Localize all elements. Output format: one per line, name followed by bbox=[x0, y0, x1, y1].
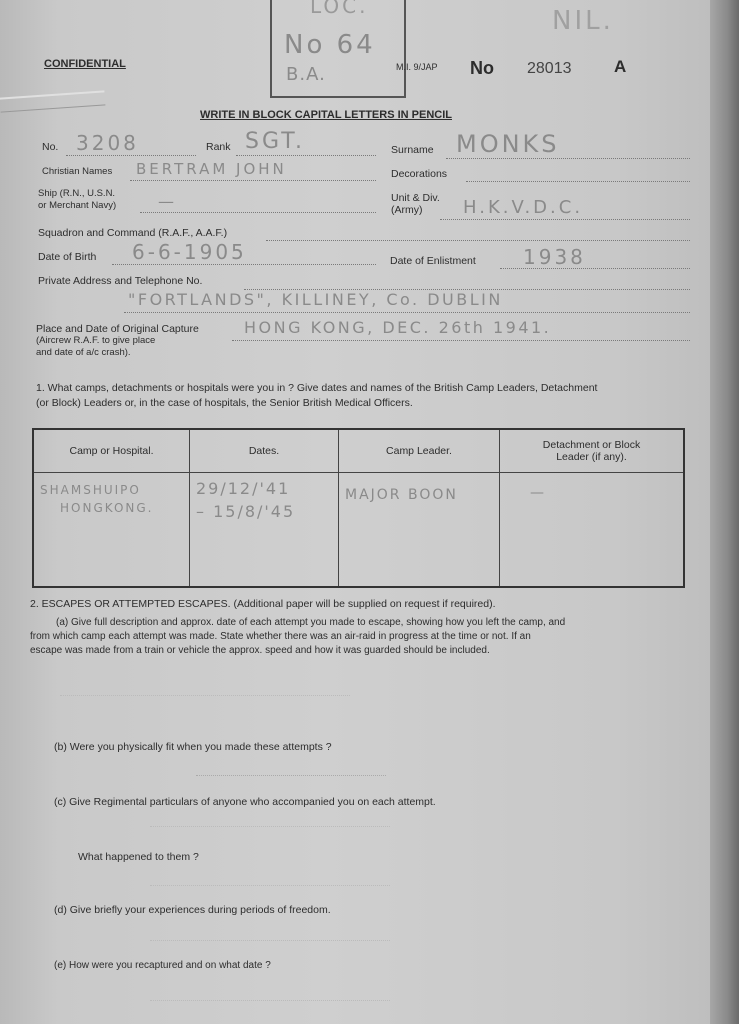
confidential-label: CONFIDENTIAL bbox=[44, 58, 126, 70]
unit-label-1: Unit & Div. bbox=[391, 192, 440, 204]
stamp-ba: B.A. bbox=[286, 64, 326, 85]
dates-line-2: – 15/8/'45 bbox=[196, 502, 296, 521]
capture-label-2: (Aircrew R.A.F. to give place bbox=[36, 335, 156, 346]
surname-label: Surname bbox=[391, 144, 434, 156]
decorations-label: Decorations bbox=[391, 168, 448, 180]
cell-camp bbox=[33, 473, 190, 588]
cell-dates bbox=[190, 473, 339, 588]
question-1-line-1: 1. What camps, detachments or hospitals were you in ? Give dates and names of the British Camp Leaders, Detachment bbox=[36, 382, 598, 394]
form-reference: M.I. 9/JAP bbox=[396, 62, 438, 72]
no-value: 3208 bbox=[76, 131, 139, 155]
capture-label-1: Place and Date of Original Capture bbox=[36, 323, 199, 335]
capture-value: HONG KONG, DEC. 26th 1941. bbox=[244, 318, 552, 337]
christian-names-label: Christian Names bbox=[42, 166, 113, 177]
question-1-line-2: (or Block) Leaders or, in the case of hospitals, the Senior British Medical Officers. bbox=[36, 397, 413, 409]
surname-value: MONKS bbox=[456, 130, 560, 158]
ship-label-1: Ship (R.N., U.S.N. bbox=[38, 188, 116, 199]
table-header-row bbox=[33, 429, 684, 473]
christian-names-value: BERTRAM JOHN bbox=[136, 160, 287, 178]
unit-value: H.K.V.D.C. bbox=[463, 197, 584, 218]
cell-detachment bbox=[500, 473, 685, 588]
dates-line-1: 29/12/'41 bbox=[196, 479, 291, 498]
column-header-detachment: Detachment or Block Leader (if any). bbox=[500, 429, 685, 473]
question-2d: (d) Give briefly your experiences during periods of freedom. bbox=[54, 904, 331, 916]
leader-value: MAJOR BOON bbox=[345, 487, 458, 503]
form-number: 28013 bbox=[527, 60, 572, 77]
squadron-label: Squadron and Command (R.A.F., A.A.F.) bbox=[38, 227, 228, 239]
column-header-camp: Camp or Hospital. bbox=[33, 429, 190, 473]
camp-line-1: SHAMSHUIPO bbox=[40, 483, 141, 497]
page-edge-shadow bbox=[710, 0, 739, 1024]
address-value: "FORTLANDS", KILLINEY, Co. DUBLIN bbox=[128, 290, 503, 309]
question-2c-sub: What happened to them ? bbox=[78, 851, 199, 863]
column-header-dates: Dates. bbox=[190, 429, 339, 473]
enlistment-value: 1938 bbox=[523, 245, 586, 269]
unit-label-2: (Army) bbox=[391, 204, 423, 216]
enlistment-label: Date of Enlistment bbox=[390, 255, 476, 267]
rank-label: Rank bbox=[206, 141, 231, 153]
form-suffix: A bbox=[614, 57, 627, 76]
table-row bbox=[33, 473, 684, 588]
stamp-top-text: LOC. bbox=[310, 0, 369, 18]
ship-label-2: or Merchant Navy) bbox=[38, 200, 117, 211]
registry-stamp bbox=[270, 0, 406, 98]
corner-note: NIL. bbox=[552, 6, 614, 36]
dob-value: 6-6-1905 bbox=[132, 240, 247, 264]
question-2-heading: 2. ESCAPES OR ATTEMPTED ESCAPES. (Additional paper will be supplied on request if required). bbox=[30, 598, 496, 610]
question-2a-line-3: escape was made from a train or vehicle the approx. speed and how it was guarded should be included. bbox=[30, 645, 490, 656]
no-label: No. bbox=[42, 141, 59, 153]
address-label: Private Address and Telephone No. bbox=[38, 275, 203, 287]
cell-leader bbox=[339, 473, 500, 588]
dob-label: Date of Birth bbox=[38, 251, 97, 263]
question-2e: (e) How were you recaptured and on what date ? bbox=[54, 960, 271, 971]
capture-label-3: and date of a/c crash). bbox=[36, 347, 131, 358]
rank-value: SGT. bbox=[245, 129, 306, 154]
detachment-value: — bbox=[530, 485, 546, 501]
question-2b: (b) Were you physically fit when you made these attempts ? bbox=[54, 741, 332, 753]
instruction-heading: WRITE IN BLOCK CAPITAL LETTERS IN PENCIL bbox=[200, 109, 452, 121]
question-2c: (c) Give Regimental particulars of anyone who accompanied you on each attempt. bbox=[54, 796, 436, 808]
question-2a-line-1: (a) Give full description and approx. date of each attempt you made to escape, showing how you left the camp, and bbox=[56, 617, 566, 628]
question-2a-line-2: from which camp each attempt was made. State whether there was an air-raid in progress at the time or not. If an bbox=[30, 631, 531, 642]
number-label: No bbox=[470, 58, 494, 78]
camps-table bbox=[32, 428, 685, 588]
camp-line-2: HONGKONG. bbox=[60, 501, 154, 515]
ship-value: — bbox=[158, 192, 177, 211]
column-header-leader: Camp Leader. bbox=[339, 429, 500, 473]
stamp-number: No 64 bbox=[284, 30, 376, 60]
binding-string bbox=[0, 90, 105, 112]
